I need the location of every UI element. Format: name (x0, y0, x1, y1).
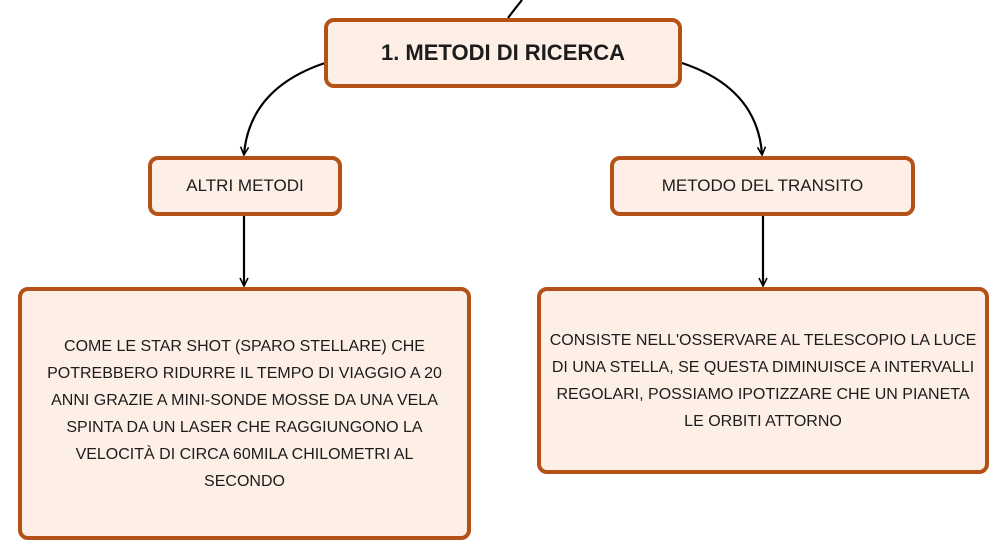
metodo-transito-description-text: CONSISTE NELL'OSSERVARE AL TELESCOPIO LA LUCE DI UNA STELLA, SE QUESTA DIMINUISCE A INTERVALLI REGOLARI, POSSIAMO IPOTIZZARE CHE UN PIANETA LE ORBITI ATTORNO (549, 331, 977, 430)
metodo-transito-node[interactable] (610, 156, 915, 216)
altri-metodi-description-node[interactable] (18, 287, 471, 540)
connector-root-to-altri-metodi (244, 63, 325, 154)
metodo-transito-description-node[interactable] (537, 287, 989, 474)
root-node-label: 1. METODI DI RICERCA (380, 40, 626, 65)
incoming-connector (508, 0, 522, 18)
altri-metodi-label: ALTRI METODI (186, 176, 304, 195)
connector-root-to-metodo-transito (682, 63, 762, 154)
altri-metodi-node[interactable] (148, 156, 342, 216)
root-node[interactable] (324, 18, 682, 88)
altri-metodi-description-text: COME LE STAR SHOT (SPARO STELLARE) CHE POTREBBERO RIDURRE IL TEMPO DI VIAGGIO A 20 ANNI GRAZIE A MINI-SONDE MOSSE DA UNA VELA SPINTA DA UN LASER CHE RAGGIUNGONO LA VELOCITÀ DI CIRCA 60MILA CHILOMETRI AL SECONDO (47, 337, 442, 490)
metodo-transito-label: METODO DEL TRANSITO (661, 176, 864, 195)
